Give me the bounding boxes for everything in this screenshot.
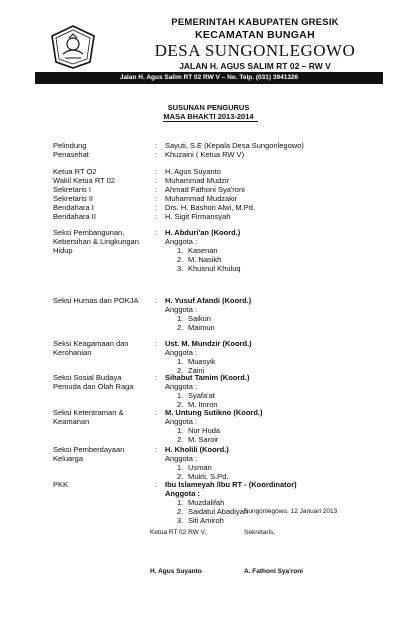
section-members-heading: Anggota : [165, 305, 198, 314]
section-member [177, 435, 218, 444]
member-name: Zaini [188, 366, 205, 375]
colon-separator: : [155, 150, 158, 159]
member-name: Maimun [188, 323, 215, 332]
colon-separator: : [155, 228, 158, 237]
official-name: Khuzaini ( Ketua RW V) [165, 150, 245, 159]
member-name: M. Nasikh [188, 255, 222, 264]
section-member [177, 357, 216, 366]
section-label: Seksi Pemberdayaan [53, 445, 125, 454]
colon-separator: : [155, 480, 158, 489]
official-role: Ketua RT O2 [53, 167, 97, 176]
member-number: 1. [177, 426, 184, 435]
regency-emblem-icon [50, 24, 96, 70]
member-number: 2. [177, 435, 184, 444]
header-village: DESA SUNGONLEGOWO [154, 41, 356, 60]
section-members-heading: Anggota : [165, 348, 198, 357]
section-label: PKK [53, 480, 69, 489]
section-label: Kebersihan & Lingkungan [53, 237, 139, 246]
member-name: Saidatul Abadiyah [188, 507, 249, 516]
official-name: H. Agus Suyanto [165, 167, 221, 176]
member-name: Siti Amiroh [188, 516, 224, 525]
colon-separator: : [155, 194, 158, 203]
section-member [177, 391, 215, 400]
official-role: Bendahara I [53, 203, 94, 212]
colon-separator: : [155, 445, 158, 454]
section-member [177, 463, 212, 472]
section-member [177, 426, 220, 435]
right-signatory-title: Sekretaris, [244, 529, 276, 536]
member-name: Mukti, S.Pd. [188, 472, 229, 481]
member-name: Muzdalifah [188, 498, 225, 507]
section-label: Pemuda dan Olah Raga [53, 382, 134, 391]
section-coordinator: Ust. M. Mundzir (Koord.) [165, 339, 252, 348]
member-number: 1. [177, 246, 184, 255]
official-name: Muhammad Mudzir [165, 176, 230, 185]
official-name: Sayuti, S.E (Kepala Desa Sungonlegowo) [165, 141, 304, 150]
member-name: Nur Huda [188, 426, 221, 435]
official-role: Sekretaris I [53, 185, 91, 194]
section-member [177, 255, 221, 264]
member-name: Usman [188, 463, 212, 472]
section-label: Seksi Pembangunan, [53, 228, 125, 237]
member-number: 2. [177, 472, 184, 481]
colon-separator: : [155, 373, 158, 382]
section-member [177, 498, 224, 507]
header-district: KECAMATAN BUNGAH [195, 29, 315, 41]
section-label: Seksi Humas dan POKJA [53, 296, 139, 305]
colon-separator: : [155, 212, 158, 221]
official-role: Sekretaris II [53, 194, 94, 203]
member-name: Muasyik [188, 357, 216, 366]
colon-separator: : [155, 176, 158, 185]
member-number: 2. [177, 323, 184, 332]
header-government: PEMERINTAH KABUPATEN GRESIK [171, 17, 339, 28]
member-number: 1. [177, 498, 184, 507]
title-underline [163, 121, 258, 122]
official-name: Ahmad Fathoni Sya'roni [165, 185, 245, 194]
left-signatory-name: H. Agus Suyanto [150, 568, 202, 575]
official-name: H. Sigit Firmansyah [165, 212, 231, 221]
right-signatory-name: A. Fathoni Sya'roni [244, 568, 303, 575]
section-label: Kerohanian [53, 348, 92, 357]
section-members-heading: Anggota : [165, 382, 198, 391]
section-label: Seksi Ketentraman & [53, 408, 124, 417]
official-role: Penasehat [53, 150, 89, 159]
section-coordinator: Ibu Islameyah /Ibu RT - (Koordinator) [165, 480, 297, 489]
colon-separator: : [155, 339, 158, 348]
member-name: M. Saroir [188, 435, 219, 444]
member-name: Syafa'at [188, 391, 215, 400]
section-members-heading: Anggota : [165, 417, 198, 426]
member-number: 1. [177, 463, 184, 472]
section-members-heading: Anggota : [165, 489, 200, 498]
colon-separator: : [155, 408, 158, 417]
section-coordinator: H. Kholili (Koord.) [165, 445, 229, 454]
member-number: 2. [177, 507, 184, 516]
colon-separator: : [155, 167, 158, 176]
section-member [177, 507, 248, 516]
section-coordinator: H. Yusuf Afandi (Koord.) [165, 296, 252, 305]
place-date: Sungonlegowo, 12 Januari 2013 [244, 508, 338, 515]
member-number: 2. [177, 400, 184, 409]
colon-separator: : [155, 185, 158, 194]
member-number: 1. [177, 357, 184, 366]
section-label: Keamanan [53, 417, 90, 426]
member-number: 3. [177, 264, 184, 273]
left-signatory-title: Ketua RT 02 RW V, [150, 529, 207, 536]
colon-separator: : [155, 296, 158, 305]
section-member [177, 246, 218, 255]
member-name: Saikun [188, 314, 211, 323]
section-member [177, 516, 224, 525]
colon-separator: : [155, 203, 158, 212]
section-coordinator: M. Untung Sutikno (Koord.) [165, 408, 263, 417]
official-name: Drs. H. Bashori Alwi, M.Pd. [165, 203, 256, 212]
section-member [177, 264, 241, 273]
section-label: Seksi Keagamaan dan [53, 339, 129, 348]
official-role: Pelindung [53, 141, 87, 150]
official-role: Wakil Ketua RT 02 [53, 176, 115, 185]
member-number: 3. [177, 516, 184, 525]
member-number: 2. [177, 255, 184, 264]
document-title: SUSUNAN PENGURUS [167, 103, 250, 112]
section-label: Keluarga [53, 454, 84, 463]
member-name: M. Imron [188, 400, 218, 409]
header-contact-bar: Jalan H. Agus Salim RT 02 RW V – No. Telp. (031) 3941326 [35, 72, 383, 84]
member-name: Khusnul Khuluq [188, 264, 241, 273]
section-member [177, 323, 215, 332]
colon-separator: : [155, 141, 158, 150]
member-name: Kasenan [188, 246, 218, 255]
official-name: Muhammad Mudzakir [165, 194, 238, 203]
section-coordinator: H. Abduri'an (Koord.) [165, 228, 241, 237]
document-subtitle: MASA BHAKTI 2013-2014 [163, 112, 254, 121]
member-number: 2. [177, 366, 184, 375]
section-label: Hidup [53, 246, 73, 255]
section-member [177, 314, 211, 323]
header-address: JALAN H. AGUS SALIM RT 02 – RW V [179, 61, 331, 71]
member-number: 1. [177, 314, 184, 323]
section-coordinator: Sihabut Tamim (Koord.) [165, 373, 250, 382]
section-label: Seksi Sosial Budaya [53, 373, 122, 382]
official-role: Bendahara II [53, 212, 96, 221]
member-number: 1. [177, 391, 184, 400]
section-members-heading: Anggota : [165, 454, 198, 463]
section-members-heading: Anggota : [165, 237, 198, 246]
